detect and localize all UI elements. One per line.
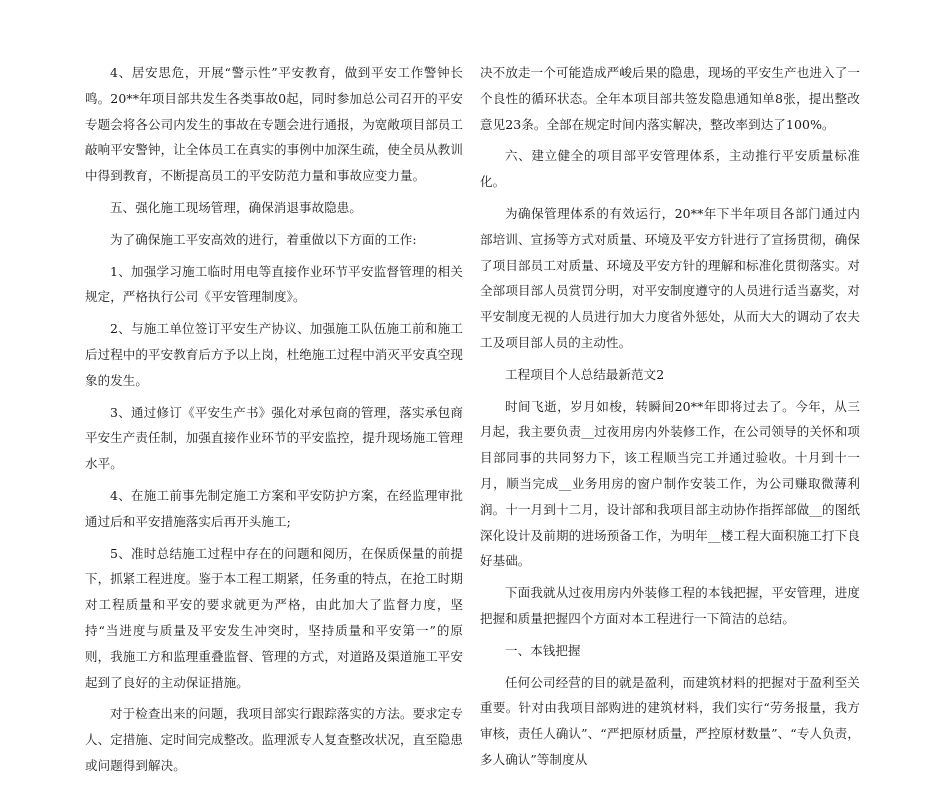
heading-summary-2: 工程项目个人总结最新范文2 [505,366,665,382]
paragraph-safety-education: 4、居安思危，开展“警示性”平安教育，做到平安工作警钟长鸣。20**年项目部共发生各类事故0起，同时参加总公司召开的平安专题会将各公司内发生的事故在专题会进行通报，为宽敞项目部员工敲响平安警钟，让全体员工在真实的事例中加深生疏，使全员从教训中得到教育，不断提高员工的平安防范力量和事故应变力量。 [85,65,464,184]
paragraph-item-5: 5、准时总结施工过程中存在的问题和阅历，在保质保量的前提下，抓紧工程进度。鉴于本工程工期紧，任务重的特点，在抢工时期对工程质量和平安的要求就更为严格，由此加大了监督力度，坚持“当进度与质量及平安发生冲突时，坚持质量和平安第一”的原则，我施工方和监理重叠监督、管理的方式，对道路及渠道施工平安起到了良好的主动保证措施。 [85,545,464,690]
paragraph-item-1: 1、加强学习施工临时用电等直接作业环节平安监督管理的相关规定，严格执行公司《平安管理制度》。 [85,263,463,305]
paragraph-item-2: 2、与施工单位签订平安生产协议、加强施工队伍施工前和施工后过程中的平安教育后方予以上岗，杜绝施工过程中消灭平安真空现象的发生。 [85,321,464,388]
paragraph-year-review: 时间飞逝，岁月如梭，转瞬间20**年即将过去了。今年，从三月起，我主要负责__过夜用房内外装修工作，在公司领导的关怀和项目部同事的共同努力下，该工程顺当完工并通过验收。十月到十一月，顺当完成__业务用房的窗户制作安装工作，为公司赚取微薄利润。十一月到十二月，设计部和我项目部主动协作指挥部做__的图纸深化设计及前期的进场预备工作，为明年__楼工程大面积施工打下良好基础。 [480,398,860,569]
heading-cost-control: 一、本钱把握 [505,642,581,658]
paragraph-item-3: 3、通过修订《平安生产书》强化对承包商的管理，落实承包商平安生产责任制，加强直接作业环节的平安监控，提升现场施工管理水平。 [85,404,464,472]
paragraph-continuation: 决不放走一个可能造成严峻后果的隐患，现场的平安生产也进入了一个良性的循环状态。全年本项目部共签发隐患通知单8张，提出整改意见23条。全部在规定时间内落实解决，整改率到达了100%。 [480,65,860,132]
paragraph-cost-control: 任何公司经营的目的就是盈利，而建筑材料的把握对于盈利至关重要。针对由我项目部购进的建筑材料，我们实行“劳务报量，我方审核，责任人确认”、“严把原材质量，严控原材数量”、“专人负责，多人确认”等制度从 [480,674,860,767]
paragraph-intro-work: 为了确保施工平安高效的进行，着重做以下方面的工作: [110,231,417,247]
paragraph-summary-intro: 下面我就从过夜用房内外装修工程的本钱把握，平安管理，进度把握和质量把握四个方面对本工程进行一下简洁的总结。 [480,585,860,626]
paragraph-item-4: 4、在施工前事先制定施工方案和平安防护方案，在经监理审批通过后和平安措施落实后再开头施工; [85,487,463,529]
left-column [85,60,463,785]
heading-management-system: 六、建立健全的项目部平安管理体系，主动推行平安质量标准化。 [480,148,860,190]
paragraph-management-system: 为确保管理体系的有效运行，20**年下半年项目各部门通过内部培训、宣扬等方式对质量、环境及平安方针进行了宣扬贯彻，确保了项目部员工对质量、环境及平安方针的理解和标准化贯彻落实。对全部项目部人员赏罚分明，对平安制度遵守的人员进行适当嘉奖，对平安制度无视的人员进行加大力度省外惩处，从而大大的调动了农夫工及项目部人员的主动性。 [480,205,860,350]
heading-site-management: 五、强化施工现场管理，确保消退事故隐患。 [110,199,363,215]
right-column [480,60,860,779]
paragraph-inspection: 对于检查出来的问题，我项目部实行跟踪落实的方法。要求定专人、定措施、定时间完成整改。监理派专人复查整改状况，直至隐患或问题得到解决。 [85,706,464,773]
